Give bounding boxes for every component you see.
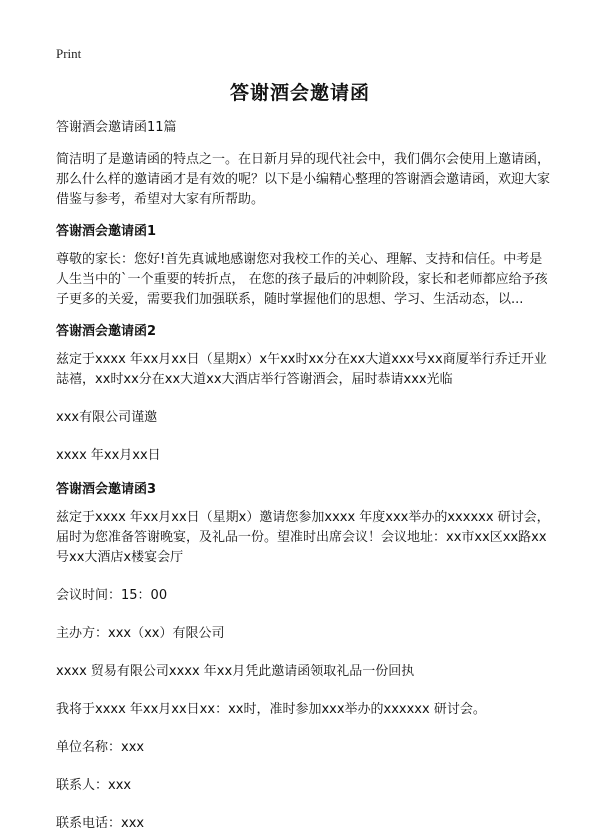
contact-person-field: 联系人：xxx [56, 778, 132, 793]
section-heading-3: 答谢酒会邀请函3 [56, 482, 157, 497]
document-body [56, 118, 552, 828]
receipt-title: xxxx 贸易有限公司xxxx 年xx月凭此邀请函领取礼品一份回执 [56, 664, 415, 679]
section-heading-1: 答谢酒会邀请函1 [56, 224, 157, 239]
section-2-date: xxxx 年xx月xx日 [56, 448, 161, 463]
section-heading-2: 答谢酒会邀请函2 [56, 324, 157, 339]
section-1-body: 尊敬的家长：您好!首先真诚地感谢您对我校工作的关心、理解、支持和信任。中考是人生当中的`一个重要的转折点， 在您的孩子最后的冲刺阶段，家长和老师都应给予孩子更多的关爱，需要我们加强联系，随时掌握他们的思想、学习、生活动态，以... [56, 252, 548, 307]
section-2-sign: xxx有限公司谨邀 [56, 410, 158, 425]
document-subtitle: 答谢酒会邀请函11篇 [56, 120, 177, 135]
meeting-time: 会议时间：15：00 [56, 588, 168, 603]
section-3-body: 兹定于xxxx 年xx月xx日（星期x）邀请您参加xxxx 年度xxx举办的xxxxxx 研讨会，届时为您准备答谢晚宴，及礼品一份。望准时出席会议！会议地址：xx市xx区xx路xx号xx大酒店x楼宴会厅 [56, 510, 550, 565]
intro-paragraph: 简洁明了是邀请函的特点之一。在日新月异的现代社会中，我们偶尔会使用上邀请函，那么什么样的邀请函才是有效的呢？以下是小编精心整理的答谢酒会邀请函，欢迎大家借鉴与参考，希望对大家有所帮助。 [56, 152, 551, 207]
page-title: 答谢酒会邀请函 [229, 82, 370, 104]
host-organizer: 主办方：xxx（xx）有限公司 [56, 626, 225, 641]
receipt-body: 我将于xxxx 年xx月xx日xx：xx时，准时参加xxx举办的xxxxxx 研讨会。 [56, 702, 486, 717]
unit-name-field: 单位名称：xxx [56, 740, 145, 755]
contact-phone-field: 联系电话：xxx [56, 816, 145, 828]
print-link[interactable]: Print [56, 46, 82, 61]
section-2-body: 兹定于xxxx 年xx月xx日（星期x）x午xx时xx分在xx大道xxx号xx商厦举行乔迁开业誌禧，xx时xx分在xx大道xx大酒店举行答谢酒会，届时恭请xxx光临 [56, 352, 547, 387]
